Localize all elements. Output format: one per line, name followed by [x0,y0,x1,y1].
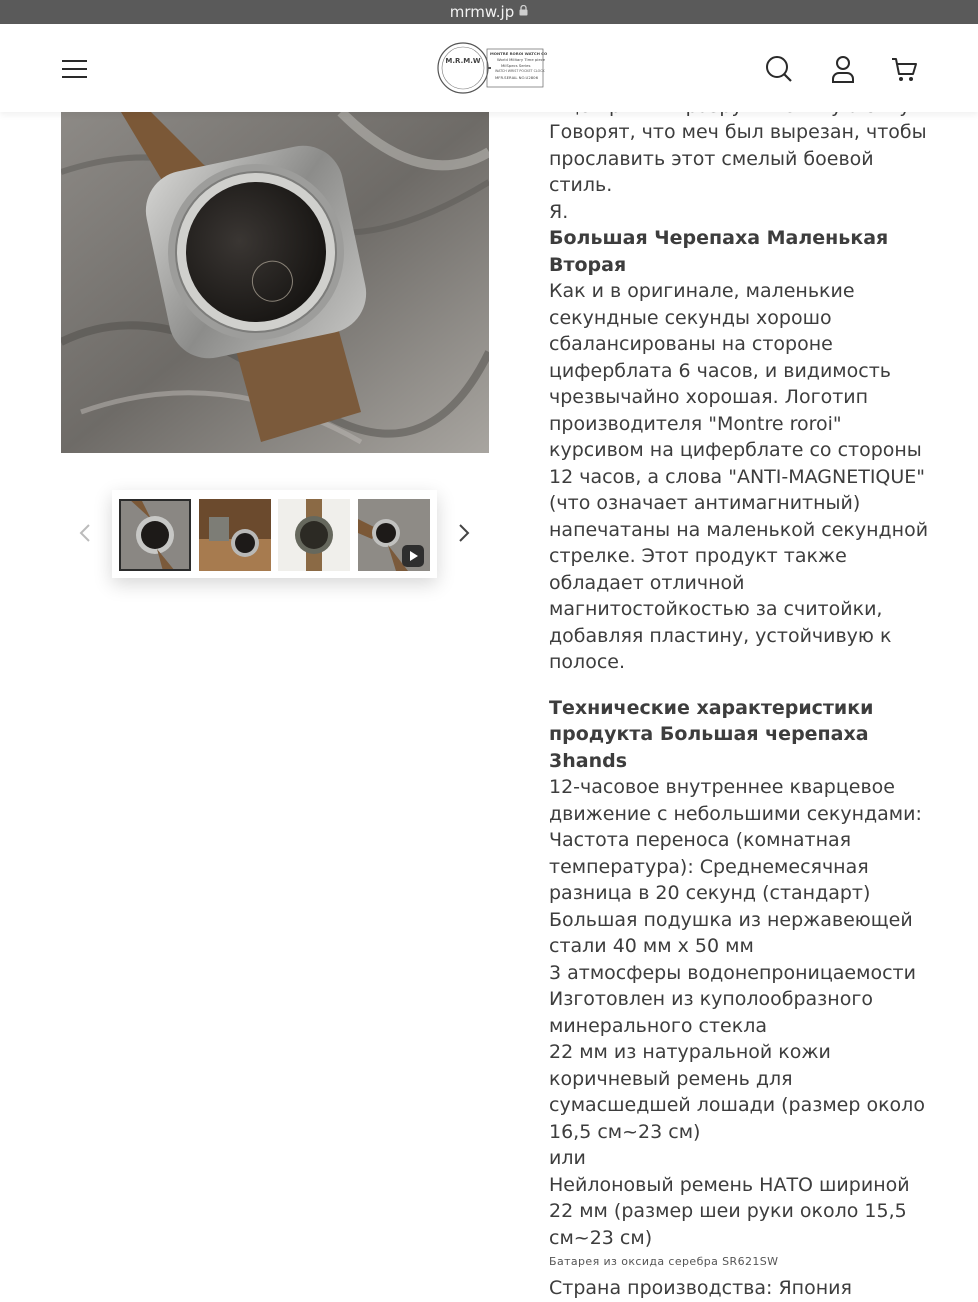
logo-series: MilSpecs Series [501,63,531,68]
menu-icon[interactable] [60,54,90,84]
thumbnail-next-arrow[interactable] [454,522,474,544]
thumbnail-3[interactable] [278,499,350,571]
spec-line: Большая подушка из нержавеющей стали 40 мм x 50 мм [549,908,913,957]
description-heading-2: Технические характеристики продукта Большая черепаха 3hands [549,696,874,772]
country-of-origin: Страна производства: Япония [549,1277,852,1299]
battery-note: Батарея из оксида серебра SR621SW [549,1255,779,1268]
main-product-image[interactable] [61,112,489,453]
thumbnail-2[interactable] [199,499,271,571]
thumbnail-strip [112,490,437,578]
account-icon[interactable] [828,54,858,84]
lock-icon [519,5,528,19]
logo-line1: WATCH WRIST POCKET CLOCK [495,69,545,73]
spec-line: 12-часовое внутреннее кварцевое движение с небольшими секундами: [549,776,922,825]
spec-line: Частота переноса (комнатная температура): Среднемесячная разница в 20 секунд (стандарт) [549,829,871,904]
domain-label: mrmw.jp [449,3,515,21]
logo-serial: MFR.SERIAL NO.U2806 [495,75,538,80]
thumbnail-1[interactable] [119,499,191,571]
spec-line: 22 мм из натуральной кожи коричневый ремень для сумасшедшей лошади (размер около 16,5 см~23 см) [549,1041,925,1143]
site-header [0,24,978,112]
spec-line: Изготовлен из куполообразного минерального стекла [549,988,873,1037]
description-ya: Я. [549,200,569,223]
spec-line: Нейлоновый ремень НАТО шириной 22 мм (размер шеи руки около 15,5 см~23 см) [549,1173,910,1249]
logo-ring-text: M.R.M.W [445,57,481,65]
description-paragraph-1: Как и в оригинале, маленькие секундные секунды хорошо сбалансированы на стороне циферблата 6 часов, и видимость чрезвычайно хорошая. Логотип производителя "Montre roroi" курсивом на циферблате со стороны 12 часов, а слова "ANTI-MAGNETIQUE" (что означает антимагнитный) напечатаны на маленькой секундной стрелке. Этот продукт также обладает отличной магнитостойкостью за считойки, добавляя пластину, устойчивую к полосе. [549,280,929,673]
spec-line: или [549,1147,586,1169]
logo-tagline: World Military Time piece [497,57,546,62]
description-heading-1: Большая Черепаха Маленькая Вторая [549,227,889,276]
spec-line: 3 атмосферы водонепроницаемости [549,961,916,984]
cart-icon[interactable] [890,54,920,84]
thumbnail-prev-arrow[interactable] [76,522,96,544]
play-icon[interactable] [402,545,424,567]
logo-company: MONTRE ROROI WATCH CO [490,51,548,56]
search-icon[interactable] [764,54,794,84]
product-description [549,0,929,1302]
description-intro: Говорят, что меч был вырезан, чтобы прославить этот смелый боевой стиль. [549,121,927,196]
thumbnail-4-video[interactable] [358,499,430,571]
site-logo[interactable] [433,38,548,98]
